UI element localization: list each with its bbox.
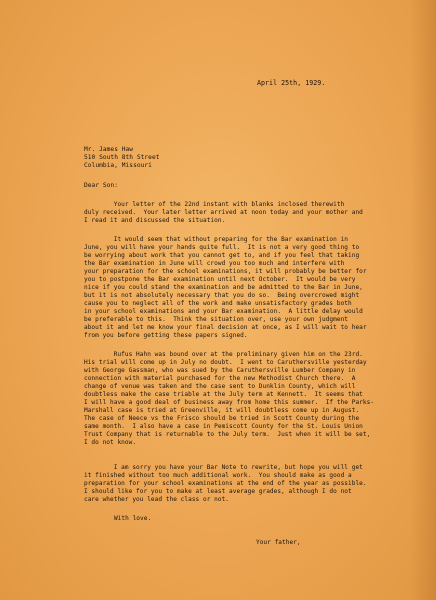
body-line: doubtless make the case triable at the July term at Kennett. It seems that <box>84 391 363 398</box>
body-line: from you before getting these papers signed. <box>84 332 248 339</box>
body-line: Your letter of the 22nd instant with blanks inclosed therewith <box>84 201 345 208</box>
body-line: I will have a good deal of business away from home this summer. If the Parks- <box>84 399 375 406</box>
letter-date: April 25th, 1929. <box>257 79 326 87</box>
body-line: care whether you lead the class or not. <box>84 496 230 503</box>
closing: With love. <box>114 515 152 522</box>
signature: Your father, <box>256 539 301 546</box>
body-line: same month. I also have a case in Pemiscott County for the St. Louis Union <box>84 423 363 430</box>
body-line: but it is not absolutely necessary that you do so. Being overcrowed might <box>84 292 360 299</box>
recipient-city: Columbia, Missouri <box>84 162 152 169</box>
body-line: preparation for your school examinations at the end of the year as possible. <box>84 480 367 487</box>
body-line: Rufus Hahn was bound over at the preliminary given him on the 23rd. <box>84 351 363 358</box>
body-line: with George Gassman, who was sued by the Caruthersville Lumber Company in <box>84 367 356 374</box>
body-line: nice if you could stand the examination and be admitted to the Bar in June, <box>84 284 363 291</box>
body-line: about it and let me know your final decision at once, as I will wait to hear <box>84 324 367 331</box>
body-line: you to postpone the Bar examination until next October. It would be very <box>84 276 356 283</box>
body-line: it finished without too much additional work. You should make as good a <box>84 472 352 479</box>
body-line: be worrying about work that you cannot get to, and if you feel that taking <box>84 252 360 259</box>
body-line: cause you to neglect all of the work and make unsatisfactory grades both <box>84 300 352 307</box>
recipient-name: Mr. James Haw <box>84 146 134 153</box>
body-line: I should like for you to make at least average grades, although I do not <box>84 488 352 495</box>
body-line: duly received. Your later letter arrived at noon today and your mother and <box>84 209 363 216</box>
body-line: His trial will come up in July no doubt. I went to Caruthersville yesterday <box>84 359 367 366</box>
body-line: connection with material purchased for the new Methodist Church there. A <box>84 375 356 382</box>
body-line: Trust Company that is returnable to the July term. Just when it will be set, <box>84 431 371 438</box>
recipient-street: 510 South 8th Street <box>84 154 160 161</box>
body-line: The case of Neece vs the Frisco should be tried in Scott County during the <box>84 415 360 422</box>
body-line: June, you will have your hands quite full. It is not a very good thing to <box>84 244 360 251</box>
body-line: your preparation for the school examinations, it will probably be better for <box>84 268 367 275</box>
salutation: Dear Son: <box>84 182 118 189</box>
body-line: in your school examinations and your Bar examination. A little delay would <box>84 308 363 315</box>
body-line: the Bar examination in June will crowd you too much and interfere with <box>84 260 345 267</box>
body-line: Marshall case is tried at Greenville, it will doubtless come up in August. <box>84 407 360 414</box>
body-line: be preferable to this. Think the situation over, use your own judgment <box>84 316 349 323</box>
body-line: I do not know. <box>84 439 137 446</box>
body-line: It would seem that without preparing for the Bar examination in <box>84 236 349 243</box>
body-line: change of venue was taken and the case sent to Dunklin County, which will <box>84 383 356 390</box>
page-edge-shadow <box>410 0 436 600</box>
body-line: I am sorry you have your Bar Note to rewrite, but hope you will get <box>84 464 363 471</box>
body-line: I read it and discussed the situation. <box>84 217 226 224</box>
